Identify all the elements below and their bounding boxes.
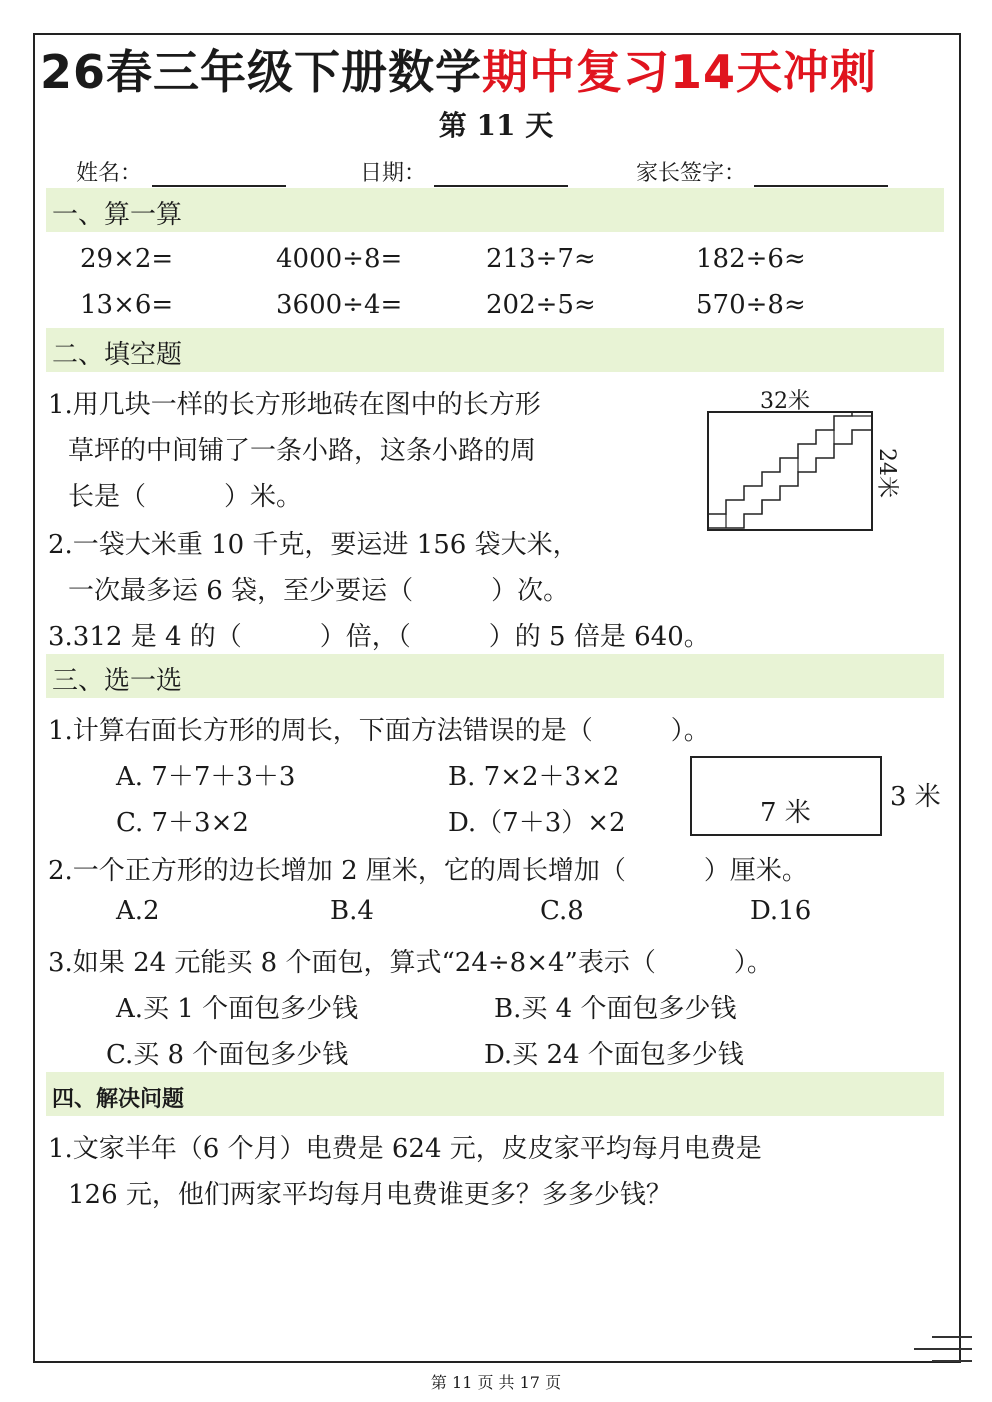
choice-q1: 1.计算右面长方形的周长，下面方法错误的是（ ）。 <box>48 716 710 746</box>
page-title: 26春三年级下册数学期中复习14天冲刺 <box>40 45 878 99</box>
choice-q2-option-b[interactable]: B.4 <box>330 896 374 926</box>
problem-q1-line1: 1.文家半年（6 个月）电费是 624 元，皮皮家平均每月电费是 <box>48 1134 762 1164</box>
section-1-header: 一、算一算 <box>46 188 944 232</box>
choice-q2: 2.一个正方形的边长增加 2 厘米，它的周长增加（ ）厘米。 <box>48 856 808 886</box>
choice-q3: 3.如果 24 元能买 8 个面包，算式“24÷8×4”表示（ ）。 <box>48 948 773 978</box>
rect-length-label: 7 米 <box>760 798 811 828</box>
date-field[interactable]: 日期： <box>360 156 568 187</box>
calc-item: 4000÷8= <box>276 244 403 274</box>
section-3-header: 三、选一选 <box>46 654 944 698</box>
calc-item: 213÷7≈ <box>486 244 596 274</box>
choice-q3-option-d[interactable]: D.买 24 个面包多少钱 <box>484 1040 744 1070</box>
day-label: 第 11 天 <box>438 109 554 142</box>
problem-q1-line2: 126 元，他们两家平均每月电费谁更多？多多少钱？ <box>68 1180 672 1210</box>
fill-q1-line3: 长是（ ）米。 <box>68 482 303 512</box>
section-4-header: 四、解决问题 <box>46 1072 944 1116</box>
corner-mark <box>932 1336 972 1338</box>
choice-q1-option-b[interactable]: B. 7×2＋3×2 <box>448 762 620 792</box>
calc-item: 3600÷4= <box>276 290 403 320</box>
lawn-height-label: 24米 <box>874 448 899 498</box>
choice-q1-option-a[interactable]: A. 7＋7＋3＋3 <box>116 762 296 792</box>
fill-q1-line2: 草坪的中间铺了一条小路，这条小路的周 <box>68 436 537 466</box>
fill-q2-line1: 2.一袋大米重 10 千克，要运进 156 袋大米， <box>48 530 579 560</box>
lawn-width-label: 32米 <box>760 389 810 414</box>
calc-item: 182÷6≈ <box>696 244 806 274</box>
fill-q2-line2: 一次最多运 6 袋，至少要运（ ）次。 <box>68 576 570 606</box>
choice-q1-option-c[interactable]: C. 7＋3×2 <box>116 808 249 838</box>
corner-mark <box>932 1360 972 1362</box>
calc-item: 570÷8≈ <box>696 290 806 320</box>
choice-q3-option-a[interactable]: A.买 1 个面包多少钱 <box>116 994 359 1024</box>
name-field[interactable]: 姓名： <box>76 156 286 187</box>
fill-q1-line1: 1.用几块一样的长方形地砖在图中的长方形 <box>48 390 541 420</box>
corner-mark <box>914 1348 972 1350</box>
rect-width-label: 3 米 <box>890 782 941 812</box>
section-2-header: 二、填空题 <box>46 328 944 372</box>
fill-q3: 3.312 是 4 的（ ）倍，（ ）的 5 倍是 640。 <box>48 622 710 652</box>
calc-item: 29×2= <box>80 244 174 274</box>
choice-q3-option-c[interactable]: C.买 8 个面包多少钱 <box>106 1040 349 1070</box>
choice-q2-option-a[interactable]: A.2 <box>116 896 160 926</box>
choice-q1-option-d[interactable]: D.（7＋3）×2 <box>448 808 626 838</box>
parent-signature-field[interactable]: 家长签字： <box>636 156 888 187</box>
calc-item: 202÷5≈ <box>486 290 596 320</box>
choice-q3-option-b[interactable]: B.买 4 个面包多少钱 <box>494 994 737 1024</box>
page-number: 第 11 页 共 17 页 <box>430 1373 562 1392</box>
choice-q2-option-d[interactable]: D.16 <box>750 896 812 926</box>
choice-q2-option-c[interactable]: C.8 <box>540 896 584 926</box>
rectangle-figure <box>690 756 882 836</box>
lawn-staircase-figure <box>706 410 876 532</box>
calc-item: 13×6= <box>80 290 174 320</box>
